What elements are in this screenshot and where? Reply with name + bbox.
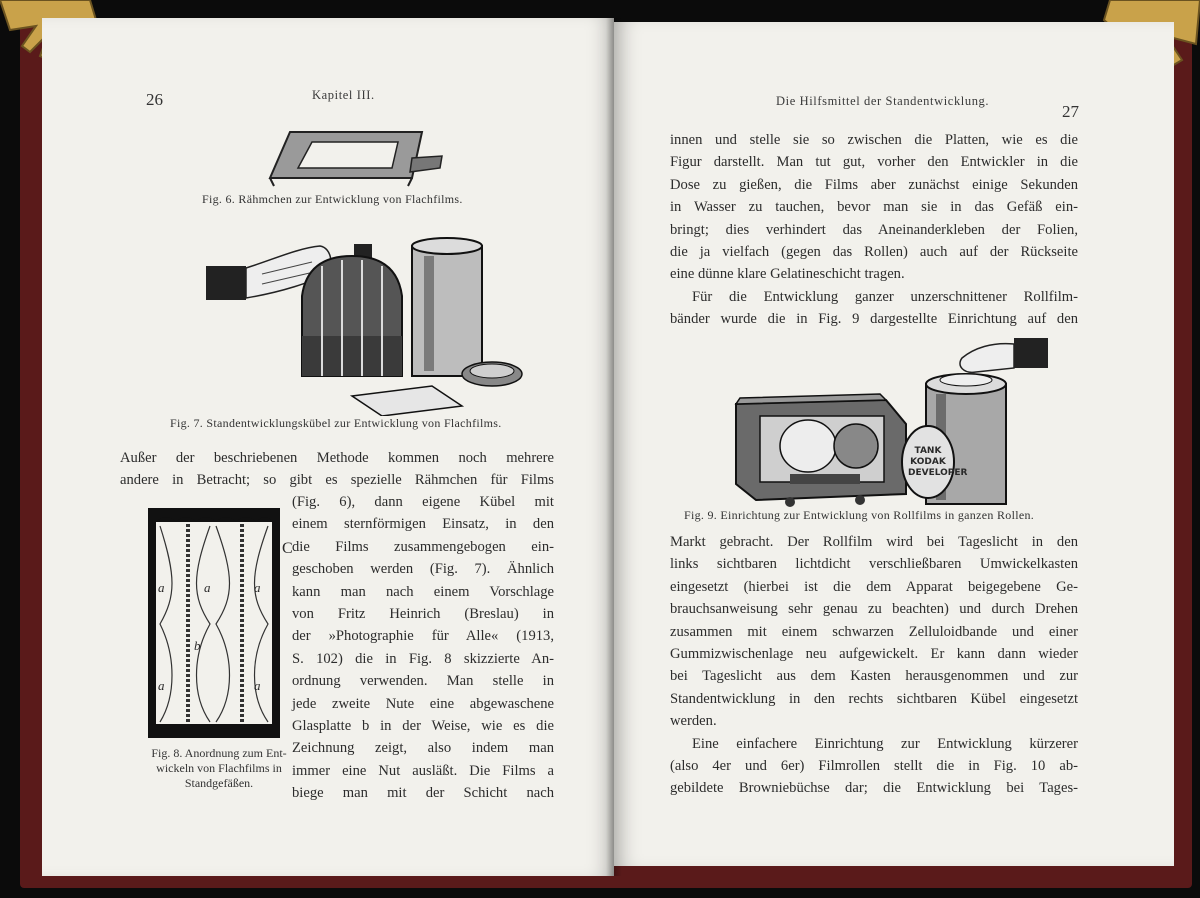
left-page bbox=[42, 18, 614, 876]
fig9-caption: Fig. 9. Einrichtung zur Entwicklung von Rollfilms in ganzen Rollen. bbox=[684, 508, 1035, 522]
running-head-left: Kapitel III. bbox=[312, 88, 375, 102]
text-line: bei Tageslicht aus dem Kasten herausgenommen und zur bbox=[670, 668, 1078, 685]
tank-label bbox=[908, 446, 968, 479]
fig8-caption-line: wickeln von Flachfilms in bbox=[156, 761, 282, 775]
tank-label-line: DEVELOPER bbox=[908, 468, 968, 478]
fig8-label-a: a bbox=[254, 678, 261, 693]
text-line: von Fritz Heinrich (Breslau) in bbox=[292, 606, 554, 622]
text-line: Für die Entwicklung ganzer unzerschnittener Rollfilm- bbox=[692, 288, 1078, 305]
text-line: zusammen mit einem schwarzen Zelluloidbande und einer bbox=[670, 623, 1078, 640]
text-line: die Films zusammengebogen ein- bbox=[292, 538, 554, 555]
text-line: eine dünne klare Gelatineschicht tragen. bbox=[670, 266, 905, 283]
right-page bbox=[614, 22, 1174, 866]
text-line: Dose zu gießen, die Films aber zunächst einige Sekunden bbox=[670, 176, 1078, 193]
text-line: Eine einfachere Einrichtung zur Entwicklung kürzerer bbox=[692, 735, 1078, 752]
tank-label-line: KODAK bbox=[910, 457, 946, 467]
text-line: andere in Betracht; so gibt es spezielle Rähmchen für Films bbox=[120, 472, 554, 488]
fig8-label-a: a bbox=[158, 678, 165, 693]
fig8-label-a: a bbox=[204, 580, 211, 595]
fig7-tank-illustration bbox=[202, 226, 532, 416]
fig8-label-a: a bbox=[158, 580, 165, 595]
text-line: ordnung verwenden. Man stelle in bbox=[292, 673, 554, 690]
text-line: kann man nach einem Vorschlage bbox=[292, 583, 554, 600]
running-head-right: Die Hilfsmittel der Standentwicklung. bbox=[776, 94, 990, 108]
fig8-caption-line: Fig. 8. Anordnung zum Ent- bbox=[151, 746, 287, 760]
text-line: (Fig. 6), dann eigene Kübel mit bbox=[292, 494, 554, 510]
fig8-caption-line: Standgefäßen. bbox=[184, 776, 254, 790]
text-line: gebildete Browniebüchse dar; die Entwicklung bei Tages- bbox=[670, 780, 1078, 797]
text-line: eingesetzt (hierbei ist die dem Apparat beigegebene Ge- bbox=[670, 578, 1078, 595]
text-line: Standentwicklung in den rechts sichtbaren Kübel eingesetzt bbox=[670, 690, 1078, 707]
text-line: der »Photographie für Alle« (1913, bbox=[292, 628, 554, 645]
fig6-frame-illustration bbox=[262, 128, 452, 190]
fig9-kodak-tank-illustration bbox=[730, 334, 1060, 514]
page-number-left: 26 bbox=[146, 90, 163, 109]
fig7-caption: Fig. 7. Standentwicklungskübel zur Entwicklung von Flachfilms. bbox=[170, 416, 502, 430]
text-line: werden. bbox=[670, 713, 717, 730]
text-line: Außer der beschriebenen Methode kommen noch mehrere bbox=[120, 450, 554, 466]
text-line: innen und stelle sie so zwischen die Platten, wie es die bbox=[670, 132, 1078, 148]
text-line: biege man mit der Schicht nach bbox=[292, 785, 554, 802]
text-line: in Wasser zu tauchen, bevor man sie in das Gefäß ein- bbox=[670, 199, 1078, 216]
text-line: jede zweite Nute eine abgewaschene bbox=[292, 695, 554, 712]
text-line: geschoben werden (Fig. 7). Ähnlich bbox=[292, 561, 554, 578]
page-number-right: 27 bbox=[1062, 102, 1079, 121]
text-line: immer eine Nut ausläßt. Die Films a bbox=[292, 762, 554, 779]
text-line: Zeichnung zeigt, also indem man bbox=[292, 740, 554, 757]
fig6-caption: Fig. 6. Rähmchen zur Entwicklung von Flachfilms. bbox=[202, 192, 463, 206]
text-line: links sichtbaren lichtdicht verschließbaren Umwickelkasten bbox=[670, 556, 1078, 573]
text-line: einem sternförmigen Einsatz, in den bbox=[292, 516, 554, 533]
text-line: S. 102) die in Fig. 8 skizzierte An- bbox=[292, 650, 554, 667]
text-line: Gummizwischenlage neu aufgewickelt. Er kann dann wieder bbox=[670, 646, 1078, 662]
fig8-caption bbox=[138, 746, 300, 791]
text-line: bänder wurde die in Fig. 9 dargestellte Einrichtung auf den bbox=[670, 311, 1078, 328]
fig8-label-c: C bbox=[282, 540, 293, 557]
text-line: die ja vielfach (gegen das Rollen) auch auf der Rückseite bbox=[670, 244, 1078, 260]
text-line: Glasplatte b in der Weise, wie es die bbox=[292, 718, 554, 734]
text-line: brauchsanweisung sehr genau zu beachten) und durch Drehen bbox=[670, 601, 1078, 618]
fig8-diagram bbox=[146, 506, 296, 742]
text-line: (also 4er und 6er) Filmrollen stellt die in Fig. 10 ab- bbox=[670, 758, 1078, 774]
fig8-label-b: b bbox=[194, 638, 201, 653]
fig8-label-a: a bbox=[254, 580, 261, 595]
text-line: Markt gebracht. Der Rollfilm wird bei Tageslicht in den bbox=[670, 534, 1078, 550]
text-line: Figur darstellt. Man tut gut, vorher den Entwickler in die bbox=[670, 154, 1078, 171]
tank-label-line: TANK bbox=[914, 446, 942, 456]
text-line: bringt; dies verhindert das Aneinanderkleben der Folien, bbox=[670, 221, 1078, 238]
